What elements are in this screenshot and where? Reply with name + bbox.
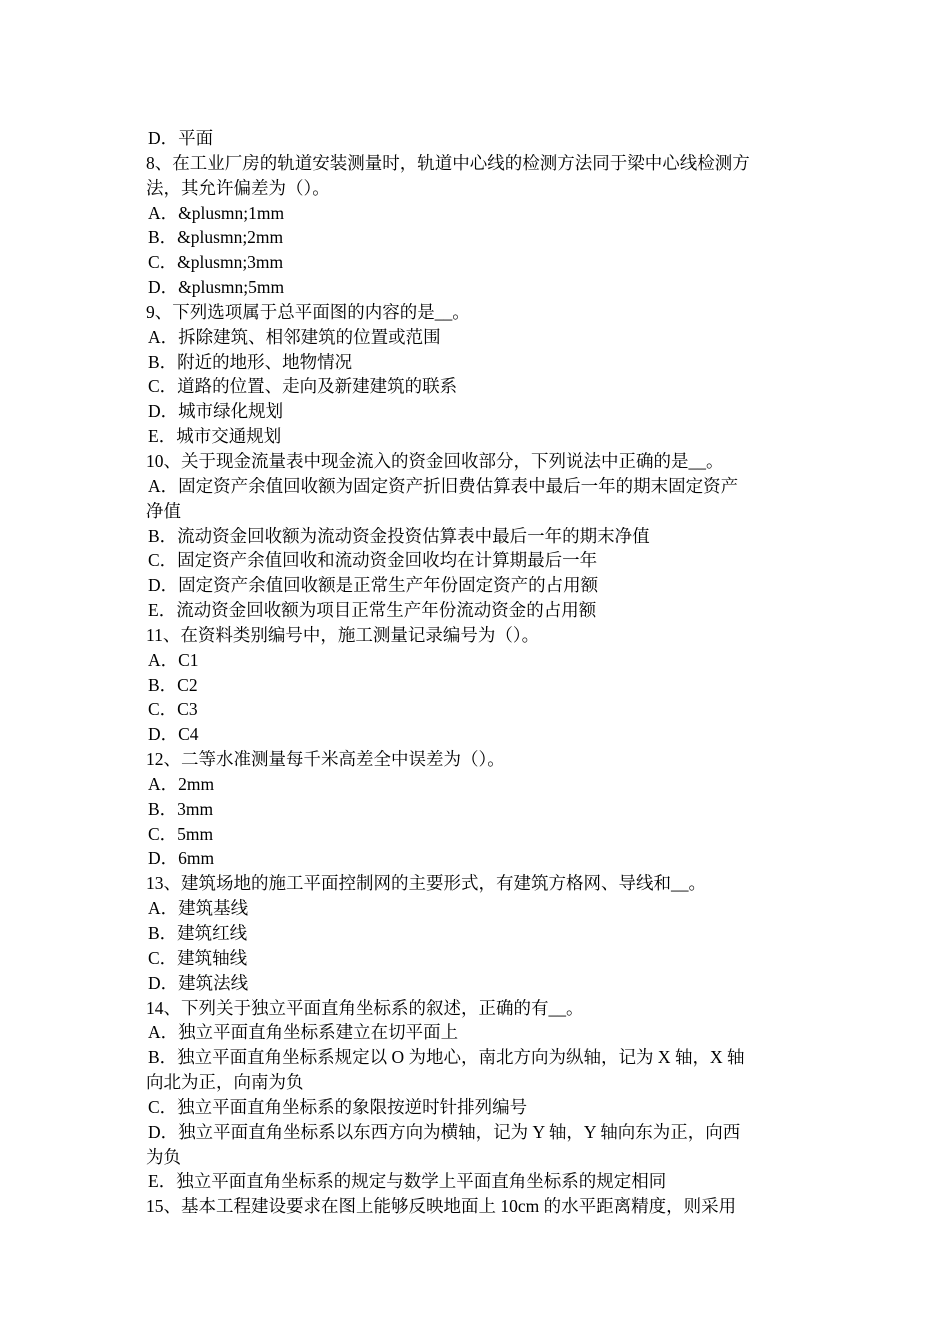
question-line: 净值 xyxy=(146,500,181,521)
option-line: C．道路的位置、走向及新建建筑的联系 xyxy=(148,376,458,397)
option-line: B．流动资金回收额为流动资金投资估算表中最后一年的期末净值 xyxy=(148,525,650,546)
option-line: B．独立平面直角坐标系规定以 O 为地心，南北方向为纵轴，记为 X 轴，X 轴 xyxy=(148,1047,745,1068)
option-line: A．C1 xyxy=(148,649,199,670)
document-body xyxy=(146,126,811,1219)
question-line: 13、建筑场地的施工平面控制网的主要形式，有建筑方格网、导线和__。 xyxy=(146,873,706,894)
option-line: C．独立平面直角坐标系的象限按逆时针排列编号 xyxy=(148,1096,528,1117)
question-line: 法，其允许偏差为（）。 xyxy=(146,177,330,198)
option-line: A．固定资产余值回收额为固定资产折旧费估算表中最后一年的期末固定资产 xyxy=(148,475,739,496)
question-line: 15、基本工程建设要求在图上能够反映地面上 10cm 的水平距离精度，则采用 xyxy=(146,1196,737,1217)
option-line: A．独立平面直角坐标系建立在切平面上 xyxy=(148,1022,459,1043)
option-line: E．城市交通规划 xyxy=(148,426,282,447)
option-line: C．C3 xyxy=(148,699,198,720)
option-line: D．独立平面直角坐标系以东西方向为横轴，记为 Y 轴，Y 轴向东为正，向西 xyxy=(148,1121,741,1142)
option-line: B．&plusmn;2mm xyxy=(148,227,284,248)
question-line: 11、在资料类别编号中，施工测量记录编号为（）。 xyxy=(146,624,540,645)
option-line: A．拆除建筑、相邻建筑的位置或范围 xyxy=(148,326,441,347)
question-line: 12、二等水准测量每千米高差全中误差为（）。 xyxy=(146,749,505,770)
question-line: 10、关于现金流量表中现金流入的资金回收部分，下列说法中正确的是__。 xyxy=(146,450,724,471)
option-line: D．6mm xyxy=(148,848,215,869)
option-line: D．平面 xyxy=(148,128,214,148)
question-line: 向北为正，向南为负 xyxy=(146,1072,304,1093)
option-line: D．C4 xyxy=(148,724,199,745)
option-line: C．固定资产余值回收和流动资金回收均在计算期最后一年 xyxy=(148,550,598,571)
option-line: A．&plusmn;1mm xyxy=(148,202,285,223)
option-line: B．建筑红线 xyxy=(148,923,248,943)
question-line: 9、下列选项属于总平面图的内容的是__。 xyxy=(146,301,470,322)
option-line: D．固定资产余值回收额是正常生产年份固定资产的占用额 xyxy=(148,575,599,596)
option-line: B．3mm xyxy=(148,798,214,819)
option-line: D．建筑法线 xyxy=(148,972,249,993)
question-line: 为负 xyxy=(146,1146,181,1167)
option-line: C．&plusmn;3mm xyxy=(148,252,284,273)
option-line: A．建筑基线 xyxy=(148,898,249,919)
option-line: E．独立平面直角坐标系的规定与数学上平面直角坐标系的规定相同 xyxy=(148,1171,667,1192)
question-line: 8、在工业厂房的轨道安装测量时，轨道中心线的检测方法同于梁中心线检测方 xyxy=(146,152,750,173)
question-line: 14、下列关于独立平面直角坐标系的叙述，正确的有__。 xyxy=(146,997,584,1018)
option-line: B．附近的地形、地物情况 xyxy=(148,351,353,372)
option-line: B．C2 xyxy=(148,674,198,695)
option-line: E．流动资金回收额为项目正常生产年份流动资金的占用额 xyxy=(148,600,597,621)
option-line: D．城市绿化规划 xyxy=(148,401,284,422)
option-line: C．5mm xyxy=(148,823,214,844)
option-line: D．&plusmn;5mm xyxy=(148,277,285,298)
option-line: A．2mm xyxy=(148,773,215,794)
option-line: C．建筑轴线 xyxy=(148,947,248,968)
